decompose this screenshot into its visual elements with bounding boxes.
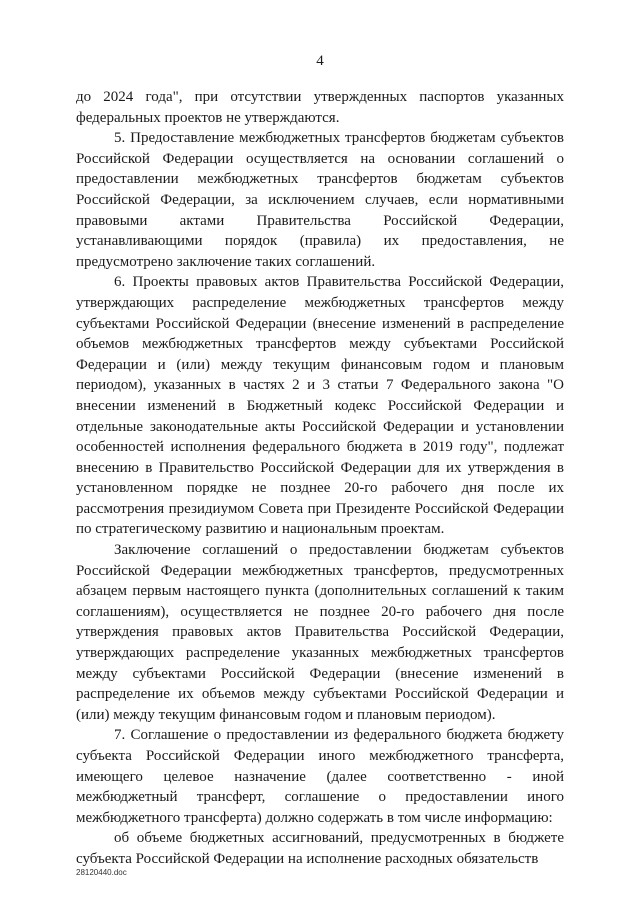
paragraph-agreements: Заключение соглашений о предоставлении бюджетам субъектов Российской Федерации межбюджетных трансфертов, предусмотренных абзацем первым настоящего пункта (дополнительных соглашений к таким соглашениям), осуществляется не позднее 20-го рабочего дня после утверждения правовых актов Правительства Российской Федерации, утверждающих распределение указанных межбюджетных трансфертов между субъектами Российской Федерации (внесение изменений в распределение их объемов между субъектами Российской Федерации и (или) между текущим финансовым годом и плановым периодом). [76, 542, 564, 723]
paragraph-item-7: 7. Соглашение о предоставлении из федерального бюджета бюджету субъекта Российской Федерации иного межбюджетного трансферта, имеющего целевое назначение (далее соответственно - иной межбюджетный трансферт, соглашение о предоставлении иного межбюджетного трансферта) должно содержать в том числе информацию: [76, 727, 564, 826]
paragraph-budget-allocations: об объеме бюджетных ассигнований, предусмотренных в бюджете субъекта Российской Федерации на исполнение расходных обязательств [76, 830, 564, 867]
page-number: 4 [316, 53, 324, 69]
paragraph-item-6: 6. Проекты правовых актов Правительства Российской Федерации, утверждающих распределение межбюджетных трансфертов между субъектами Российской Федерации (внесение изменений в распределение объемов межбюджетных трансфертов между субъектами Российской Федерации и (или) между текущим финансовым годом и плановым периодом), указанных в частях 2 и 3 статьи 7 Федерального закона "О внесении изменений в Бюджетный кодекс Российской Федерации и отдельные законодательные акты Российской Федерации и установлении особенностей исполнения федерального бюджета в 2019 году", подлежат внесению в Правительство Российской Федерации для их утверждения в установленном порядке не позднее 20-го рабочего дня после их рассмотрения президиумом Совета при Президенте Российской Федерации по стратегическому развитию и национальным проектам. [76, 274, 564, 538]
paragraph-continuation: до 2024 года", при отсутствии утвержденных паспортов указанных федеральных проектов не утверждаются. [76, 89, 564, 126]
paragraph-item-5: 5. Предоставление межбюджетных трансфертов бюджетам субъектов Российской Федерации осуществляется на основании соглашений о предоставлении межбюджетных трансфертов бюджетам субъектов Российской Федерации, за исключением случаев, если нормативными правовыми актами Правительства Российской Федерации, устанавливающими порядок (правила) их предоставления, не предусмотрено заключение таких соглашений. [76, 130, 564, 270]
document-body [76, 87, 564, 870]
file-name-footer: 28120440.doc [76, 868, 127, 877]
